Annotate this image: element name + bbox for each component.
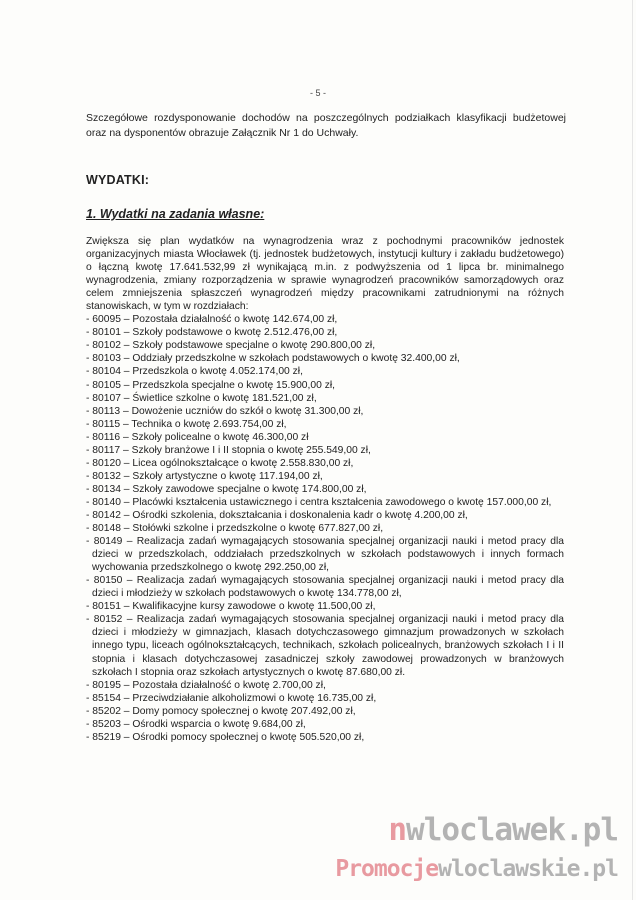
chapter-list: [86, 313, 564, 744]
list-item: - 80101 – Szkoły podstawowe o kwotę 2.512.476,00 zł,: [86, 327, 338, 339]
watermark-line-1-rest: wloclawek.pl: [406, 812, 618, 848]
list-item: - 80149 – Realizacja zadań wymagających stosowania specjalnej organizacji nauki i metod pracy dla dzieci w przedszkolach, oddziałach przedszkolnych w szkołach podstawowych i innych formach wychowania przedszkolnego o kwotę 292.250,00 zł,: [86, 536, 564, 574]
list-item: - 80102 – Szkoły podstawowe specjalne o kwotę 290.800,00 zł,: [86, 340, 376, 352]
list-item: - 80105 – Przedszkola specjalne o kwotę 15.900,00 zł,: [86, 379, 335, 391]
list-item: - 80195 – Pozostała działalność o kwotę 2.700,00 zł,: [86, 679, 326, 691]
expense-paragraph: Zwiększa się plan wydatków na wynagrodzenia wraz z pochodnymi pracowników jednostek organizacyjnych miasta Włocławek (tj. jednostek budżetowych, instytucji kultury i zakładu budżetowego) o łączną kwotę 17.641.532,99 zł wynikającą m.in. z podwyższenia od 1 lipca br. minimalnego wynagrodzenia, zmiany rozporządzenia w sprawie wynagrodzeń pracowników samorządowych oraz celem zmniejszenia spłaszczeń wynagrodzeń między pracownikami zatrudnionymi na różnych stanowiskach, w tym w rozdziałach:: [86, 236, 564, 313]
watermark-line-2-accent: Promocje: [335, 856, 439, 882]
page-number: - 5 -: [309, 88, 326, 98]
watermark-line-2-rest: wloclawskie.pl: [438, 856, 618, 882]
scan-edge: [632, 0, 633, 900]
list-item: - 80148 – Stołówki szkolne i przedszkolne o kwotę 677.827,00 zł,: [86, 523, 384, 535]
watermark-line-1: [278, 812, 618, 848]
list-item: - 60095 – Pozostała działalność o kwotę 142.674,00 zł,: [86, 314, 338, 326]
list-item: - 80107 – Świetlice szkolne o kwotę 181.521,00 zł,: [86, 392, 317, 404]
list-item: - 80117 – Szkoły branżowe I i II stopnia o kwotę 255.549,00 zł,: [86, 444, 371, 456]
heading-section-1: 1. Wydatki na zadania własne:: [86, 207, 265, 221]
list-item: - 80132 – Szkoły artystyczne o kwotę 117.194,00 zł,: [86, 470, 323, 482]
watermark-line-1-accent: n: [388, 812, 407, 848]
watermark-line-2: [270, 856, 618, 882]
list-item: - 80152 – Realizacja zadań wymagających stosowania specjalnej organizacji nauki i metod pracy dla dzieci i młodzieży w gimnazjach, klasach dotychczasowego gimnazjum prowadzonych w szkołach innego typu, liceach ogólnokształcących, technikach, szkołach policealnych, branżowych szkołach I i II stopnia i klasach dotychczasowej zasadniczej szkoły zawodowej prowadzonych w branżowych szkołach I stopnia oraz szkołach artystycznych o kwotę 87.680,00 zł.: [86, 614, 564, 678]
list-item: - 80115 – Technika o kwotę 2.693.754,00 zł,: [86, 418, 287, 430]
list-item: - 80140 – Placówki kształcenia ustawicznego i centra kształcenia zawodowego o kwotę 157.000,00 zł,: [86, 496, 552, 508]
heading-wydatki: WYDATKI:: [86, 173, 150, 187]
list-item: - 80150 – Realizacja zadań wymagających stosowania specjalnej organizacji nauki i metod pracy dla dzieci i młodzieży w szkołach podstawowych o kwotę 134.778,00 zł,: [86, 575, 564, 600]
list-item: - 80116 – Szkoły policealne o kwotę 46.300,00 zł: [86, 431, 309, 443]
list-item: - 85202 – Domy pomocy społecznej o kwotę 207.492,00 zł,: [86, 705, 356, 717]
list-item: - 80103 – Oddziały przedszkolne w szkołach podstawowych o kwotę 32.400,00 zł,: [86, 353, 460, 365]
list-item: - 85154 – Przeciwdziałanie alkoholizmowi o kwotę 16.735,00 zł,: [86, 692, 377, 704]
list-item: - 80120 – Licea ogólnokształcące o kwotę 2.558.830,00 zł,: [86, 457, 354, 469]
list-item: - 80134 – Szkoły zawodowe specjalne o kwotę 174.800,00 zł,: [86, 483, 367, 495]
list-item: - 80104 – Przedszkola o kwotę 4.052.174,00 zł,: [86, 366, 303, 378]
list-item: - 80113 – Dowożenie uczniów do szkół o kwotę 31.300,00 zł,: [86, 405, 364, 417]
list-item: - 80151 – Kwalifikacyjne kursy zawodowe o kwotę 11.500,00 zł,: [86, 601, 376, 613]
list-item: - 85219 – Ośrodki pomocy społecznej o kwotę 505.520,00 zł,: [86, 731, 365, 743]
list-item: - 85203 – Ośrodki wsparcia o kwotę 9.684,00 zł,: [86, 718, 306, 730]
list-item: - 80142 – Ośrodki szkolenia, dokształcania i doskonalenia kadr o kwotę 4.200,00 zł,: [86, 509, 468, 521]
section-body: [86, 235, 564, 744]
intro-paragraph: Szczegółowe rozdysponowanie dochodów na poszczególnych podziałkach klasyfikacji budżetowej oraz na dysponentów obrazuje Załącznik Nr 1 do Uchwały.: [86, 112, 566, 139]
